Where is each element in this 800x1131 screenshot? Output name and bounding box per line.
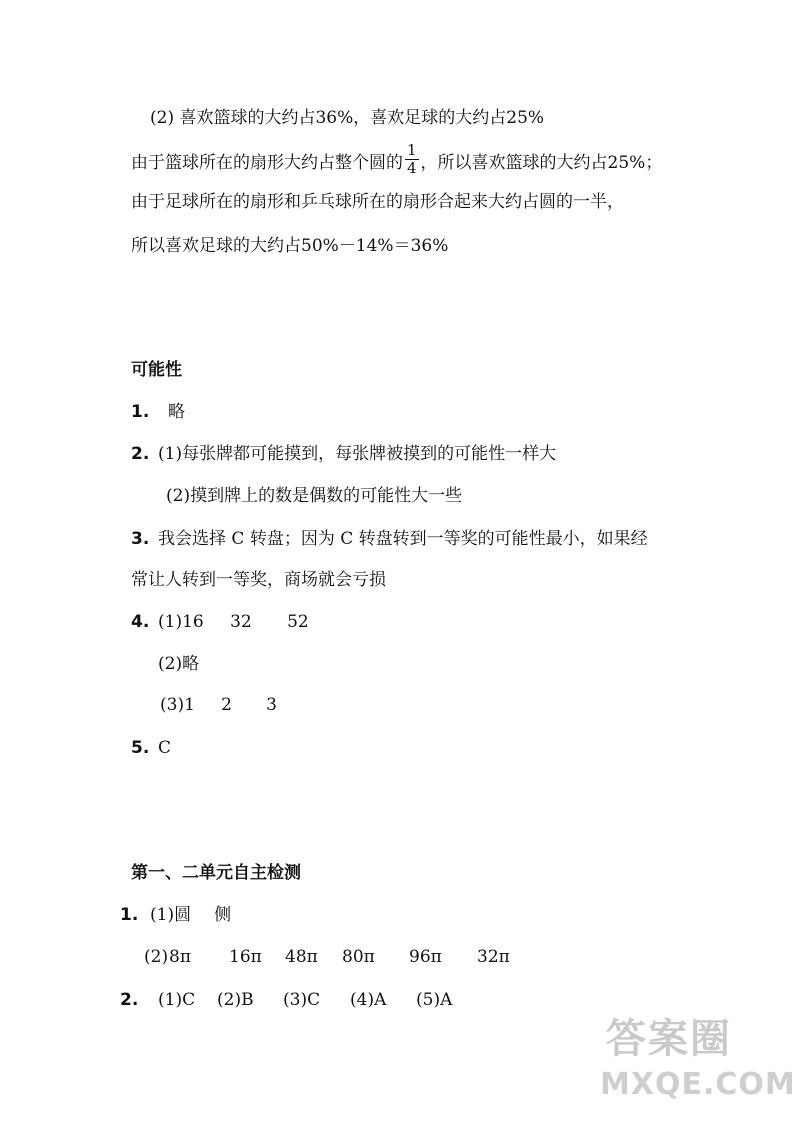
answer-value: (1)C xyxy=(158,990,196,1010)
watermark-top-text: 答案圈 xyxy=(606,1016,732,1062)
answer-value: 32π xyxy=(477,947,510,967)
unit-test-q1-a xyxy=(120,903,231,927)
fraction-numerator: 1 xyxy=(407,141,417,159)
question-number: 2. xyxy=(131,444,150,464)
possibility-q4-1 xyxy=(131,610,309,634)
answer-value: 16 xyxy=(182,612,204,632)
section-heading-unit-test: 第一、二单元自主检测 xyxy=(131,863,301,883)
possibility-q5 xyxy=(131,736,171,760)
question-number: 4. xyxy=(131,612,150,632)
possibility-q4-3 xyxy=(160,693,277,717)
answer-value: (5)A xyxy=(416,990,453,1010)
fraction-denominator: 4 xyxy=(407,159,417,177)
possibility-q2-a xyxy=(131,442,556,466)
answer-value: (3)C xyxy=(283,990,321,1010)
unit-test-q2 xyxy=(120,988,452,1012)
answer-text: 略 xyxy=(168,402,185,422)
possibility-q3-b: 常让人转到一等奖，商场就会亏损 xyxy=(131,570,386,590)
pie-line-4: 所以喜欢足球的大约占50%－14%＝36% xyxy=(131,236,449,256)
answer-value: 52 xyxy=(287,612,309,632)
answer-label: (2) xyxy=(144,947,169,967)
answer-text: 我会选择 C 转盘；因为 C 转盘转到一等奖的可能性最小，如果经 xyxy=(158,529,648,549)
question-number: 1. xyxy=(120,905,139,925)
answer-value: 8π xyxy=(169,947,191,967)
answer-value: 16π xyxy=(229,947,262,967)
answer-value: 48π xyxy=(285,947,318,967)
question-number: 5. xyxy=(131,738,150,758)
answer-value: (2)B xyxy=(217,990,254,1010)
possibility-q1 xyxy=(131,400,185,424)
possibility-q4-2: (2)略 xyxy=(158,654,200,674)
answer-value: 32 xyxy=(230,612,252,632)
answer-text: (1)每张牌都可能摸到，每张牌被摸到的可能性一样大 xyxy=(158,444,557,464)
pie-line-3: 由于足球所在的扇形和乒乓球所在的扇形合起来大约占圆的一半， xyxy=(131,192,624,212)
answer-value: (4)A xyxy=(350,990,387,1010)
watermark-logo xyxy=(600,1007,796,1117)
answer-label: (1) xyxy=(150,905,175,925)
question-number: 3. xyxy=(131,529,150,549)
answer-value: 2 xyxy=(221,695,232,715)
answer-text: C xyxy=(158,738,172,758)
answer-label: (1) xyxy=(158,612,183,632)
pie-line-1: (2) 喜欢篮球的大约占36%，喜欢足球的大约占25% xyxy=(150,108,545,128)
answer-value: 1 xyxy=(184,695,195,715)
possibility-q2-b: (2)摸到牌上的数是偶数的可能性大一些 xyxy=(166,486,463,506)
answer-label: (3) xyxy=(160,695,185,715)
section-heading-possibility: 可能性 xyxy=(131,360,182,380)
answer-value: 96π xyxy=(409,947,442,967)
pie-line-2 xyxy=(131,141,663,181)
fraction-one-quarter xyxy=(405,142,419,177)
unit-test-q1-b xyxy=(144,945,510,969)
answer-value: 侧 xyxy=(214,905,232,925)
pie-line-2-before: 由于篮球所在的扇形大约占整个圆的 xyxy=(131,153,403,173)
answer-value: 圆 xyxy=(174,905,192,925)
watermark-bottom-text: MXQE.COM xyxy=(600,1067,796,1102)
question-number: 1. xyxy=(131,402,150,422)
possibility-q3-a xyxy=(131,527,648,551)
answer-value: 80π xyxy=(342,947,375,967)
answer-value: 3 xyxy=(266,695,277,715)
question-number: 2. xyxy=(120,990,139,1010)
pie-line-2-after: ，所以喜欢篮球的大约占25%； xyxy=(420,153,663,173)
